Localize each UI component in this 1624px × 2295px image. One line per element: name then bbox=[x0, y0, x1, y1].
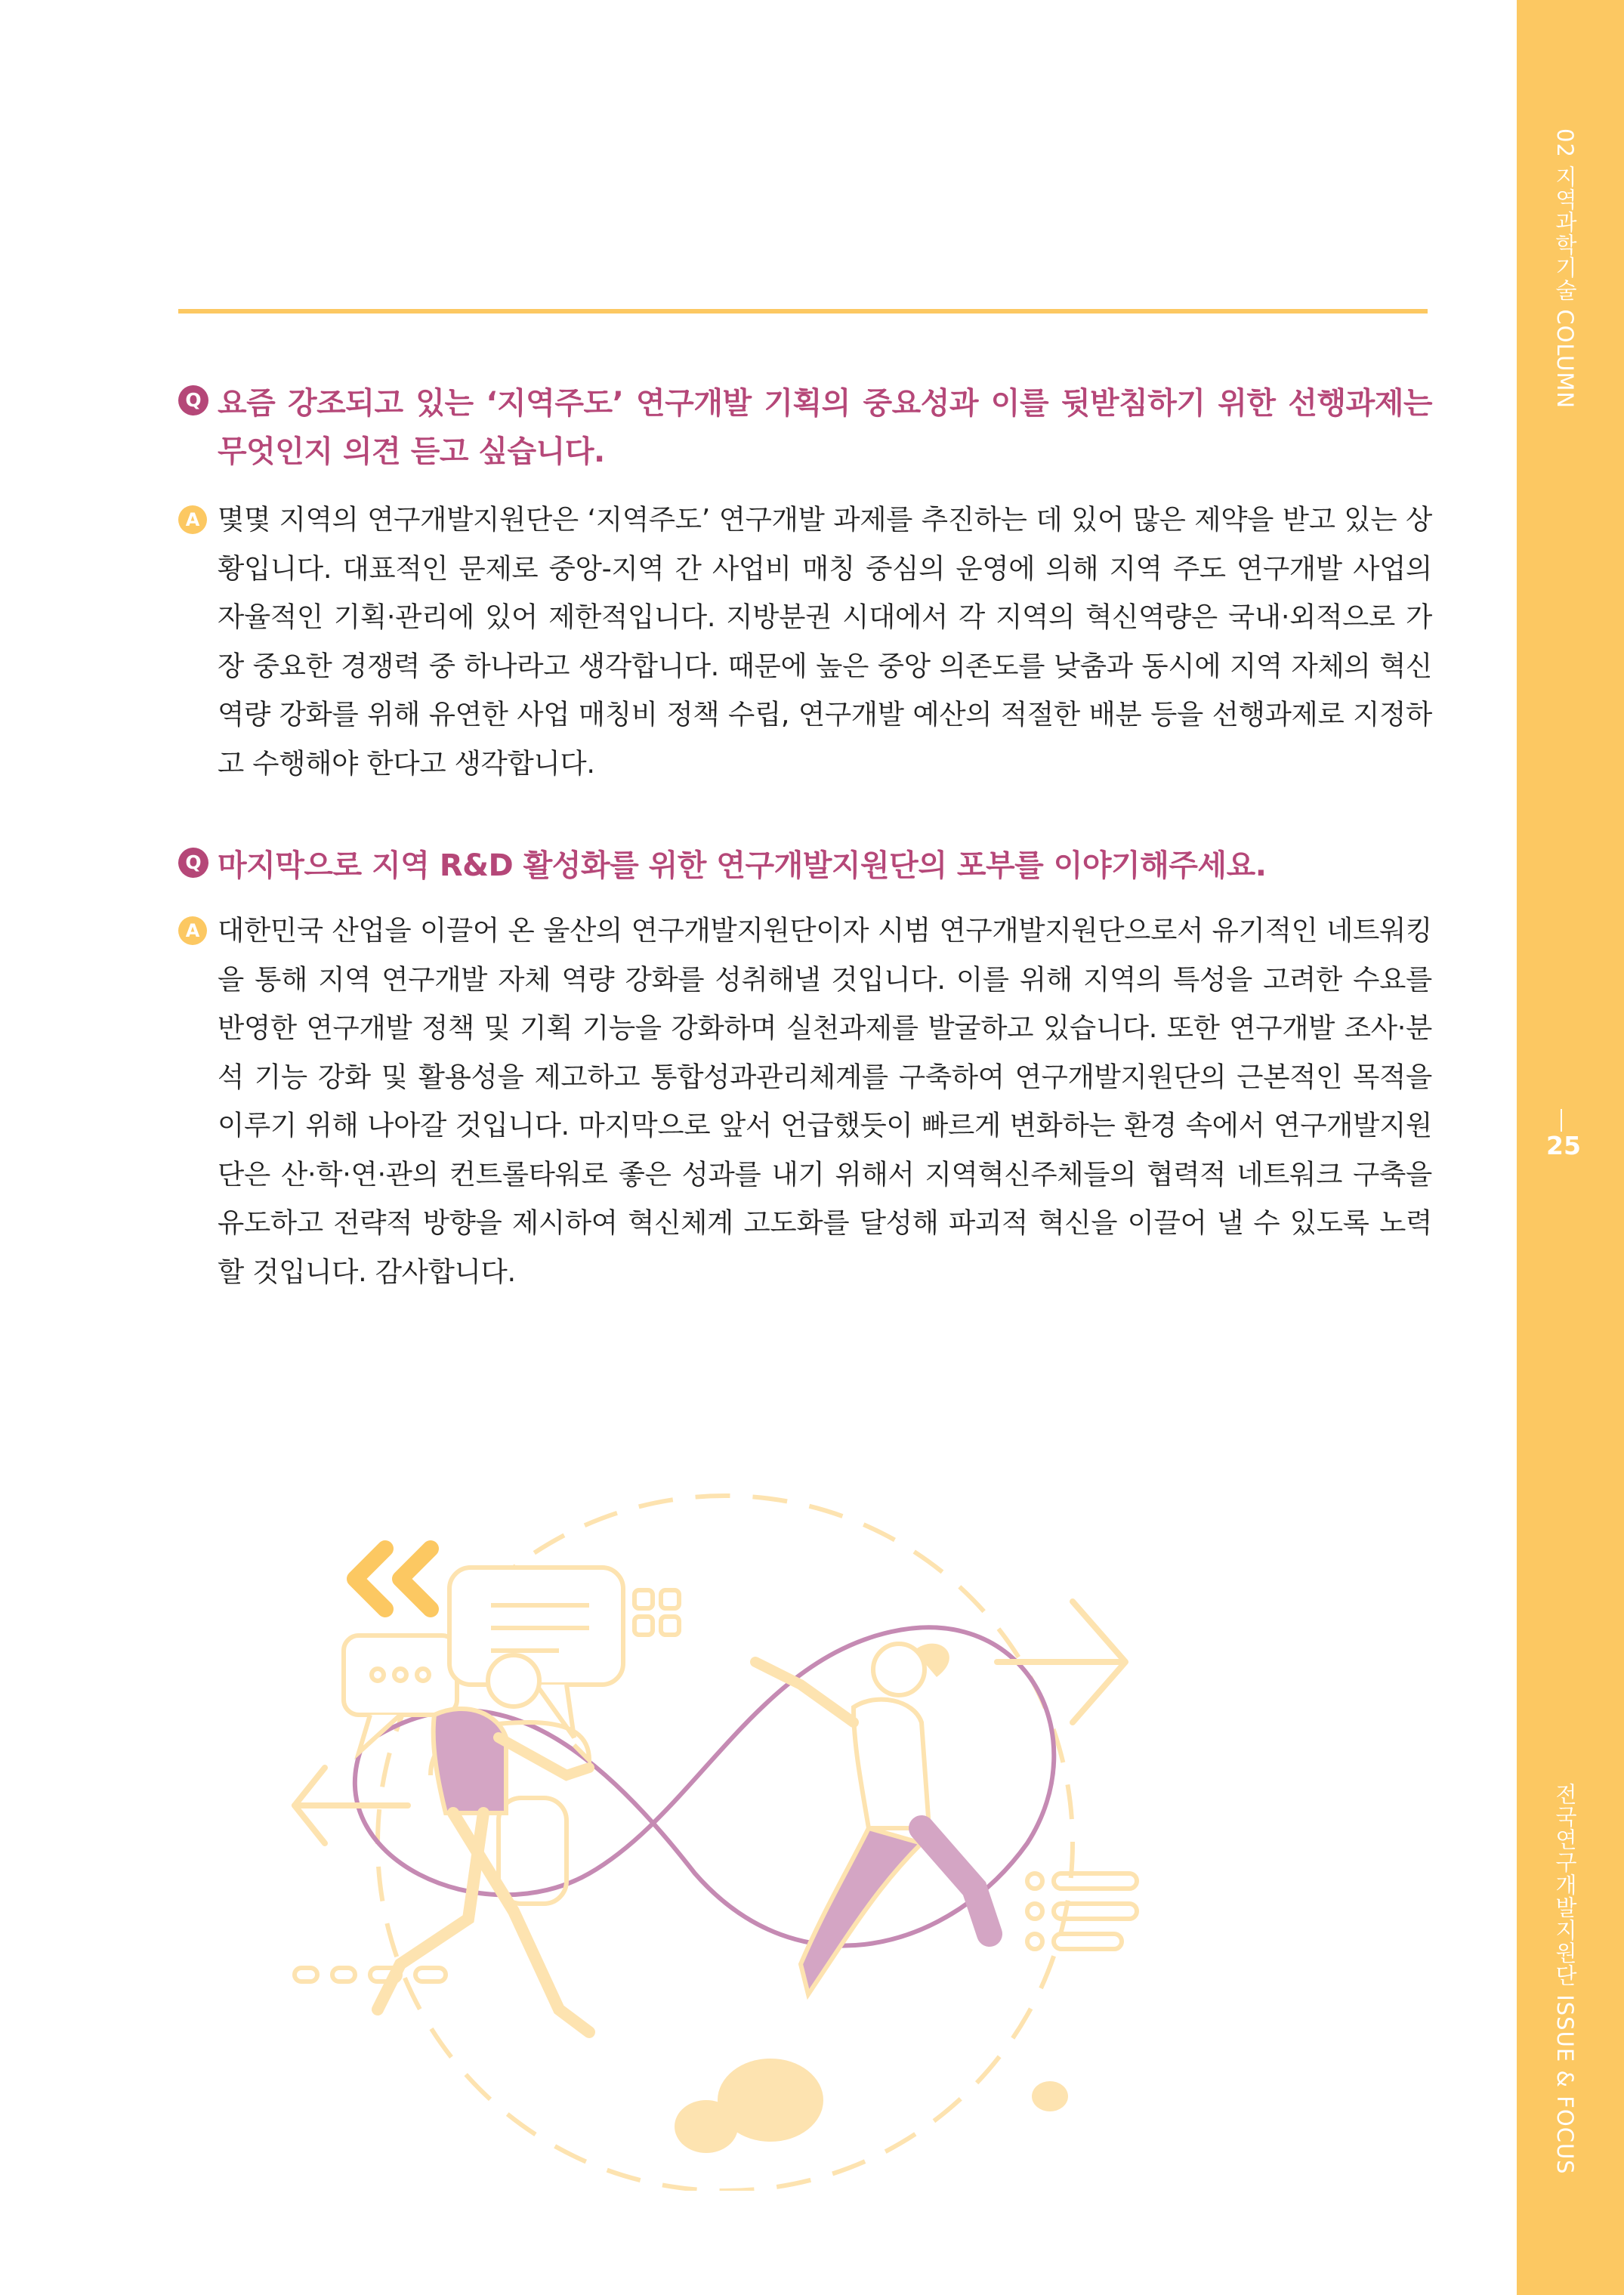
list-icon bbox=[1027, 1873, 1137, 1949]
question-text: 요즘 강조되고 있는 ‘지역주도’ 연구개발 기획의 중요성과 이를 뒷받침하기 위한 선행과제는 무엇인지 의견 듣고 싶습니다. bbox=[218, 386, 1432, 469]
page-number: 25 bbox=[1546, 1131, 1581, 1160]
answer-1 bbox=[178, 496, 1432, 788]
collaboration-illustration bbox=[272, 1420, 1314, 2191]
top-rule bbox=[178, 309, 1428, 314]
q-badge: Q bbox=[178, 848, 208, 878]
page-divider bbox=[1561, 1109, 1562, 1132]
blob bbox=[1032, 2081, 1068, 2111]
answer-2 bbox=[178, 907, 1432, 1296]
chevron-left-double-icon bbox=[355, 1549, 431, 1609]
arrow-left-icon bbox=[295, 1768, 408, 1843]
answer-text: 대한민국 산업을 이끌어 온 울산의 연구개발지원단이자 시범 연구개발지원단으로서 유기적인 네트워킹을 통해 지역 연구개발 자체 역량 강화를 성취해낼 것입니다. 이를 위해 지역의 특성을 고려한 수요를 반영한 연구개발 정책 및 기획 기능을 강화하며 실천과제를 발굴하고 있습니다. 또한 연구개발 조사·분석 기능 강화 및 활용성을 제고하고 통합성과관리체계를 구축하여 연구개발지원단의 근본적인 목적을 이루기 위해 나아갈 것입니다. 마지막으로 앞서 언급했듯이 빠르게 변화하는 환경 속에서 연구개발지원단은 산·학·연·관의 컨트롤타워로 좋은 성과를 내기 위해서 지역혁신주체들의 협력적 네트워크 구축을 유도하고 전략적 방향을 제시하여 혁신체계 고도화를 달성해 파괴적 혁신을 이끌어 낼 수 있도록 노력할 것입니다. 감사합니다. bbox=[218, 914, 1432, 1288]
a-badge: A bbox=[178, 916, 207, 945]
blob bbox=[675, 2100, 738, 2153]
publication-label: 전국연구개발지원단 ISSUE & FOCUS bbox=[1552, 1783, 1578, 2175]
grid-icon bbox=[634, 1590, 679, 1635]
question-text: 마지막으로 지역 R&D 활성화를 위한 연구개발지원단의 포부를 이야기해주세요. bbox=[218, 848, 1267, 883]
question-1 bbox=[178, 379, 1432, 476]
dash-pills bbox=[295, 1968, 446, 1981]
answer-text: 몇몇 지역의 연구개발지원단은 ‘지역주도’ 연구개발 과제를 추진하는 데 있어 많은 제약을 받고 있는 상황입니다. 대표적인 문제로 중앙-지역 간 사업비 매칭 중심의 운영에 의해 지역 주도 연구개발 사업의 자율적인 기획·관리에 있어 제한적입니다. 지방분권 시대에서 각 지역의 혁신역량은 국내·외적으로 가장 중요한 경쟁력 중 하나라고 생각합니다. 때문에 높은 중앙 의존도를 낮춤과 동시에 지역 자체의 혁신역량 강화를 위해 유연한 사업 매칭비 정책 수립, 연구개발 예산의 적절한 배분 등을 선행과제로 지정하고 수행해야 한다고 생각합니다. bbox=[218, 503, 1432, 780]
question-2 bbox=[178, 842, 1432, 890]
section-label: 02 지역과학기술 COLUMN bbox=[1552, 128, 1578, 409]
arrow-right-icon bbox=[997, 1602, 1125, 1722]
a-badge: A bbox=[178, 505, 207, 534]
q-badge: Q bbox=[178, 385, 208, 415]
